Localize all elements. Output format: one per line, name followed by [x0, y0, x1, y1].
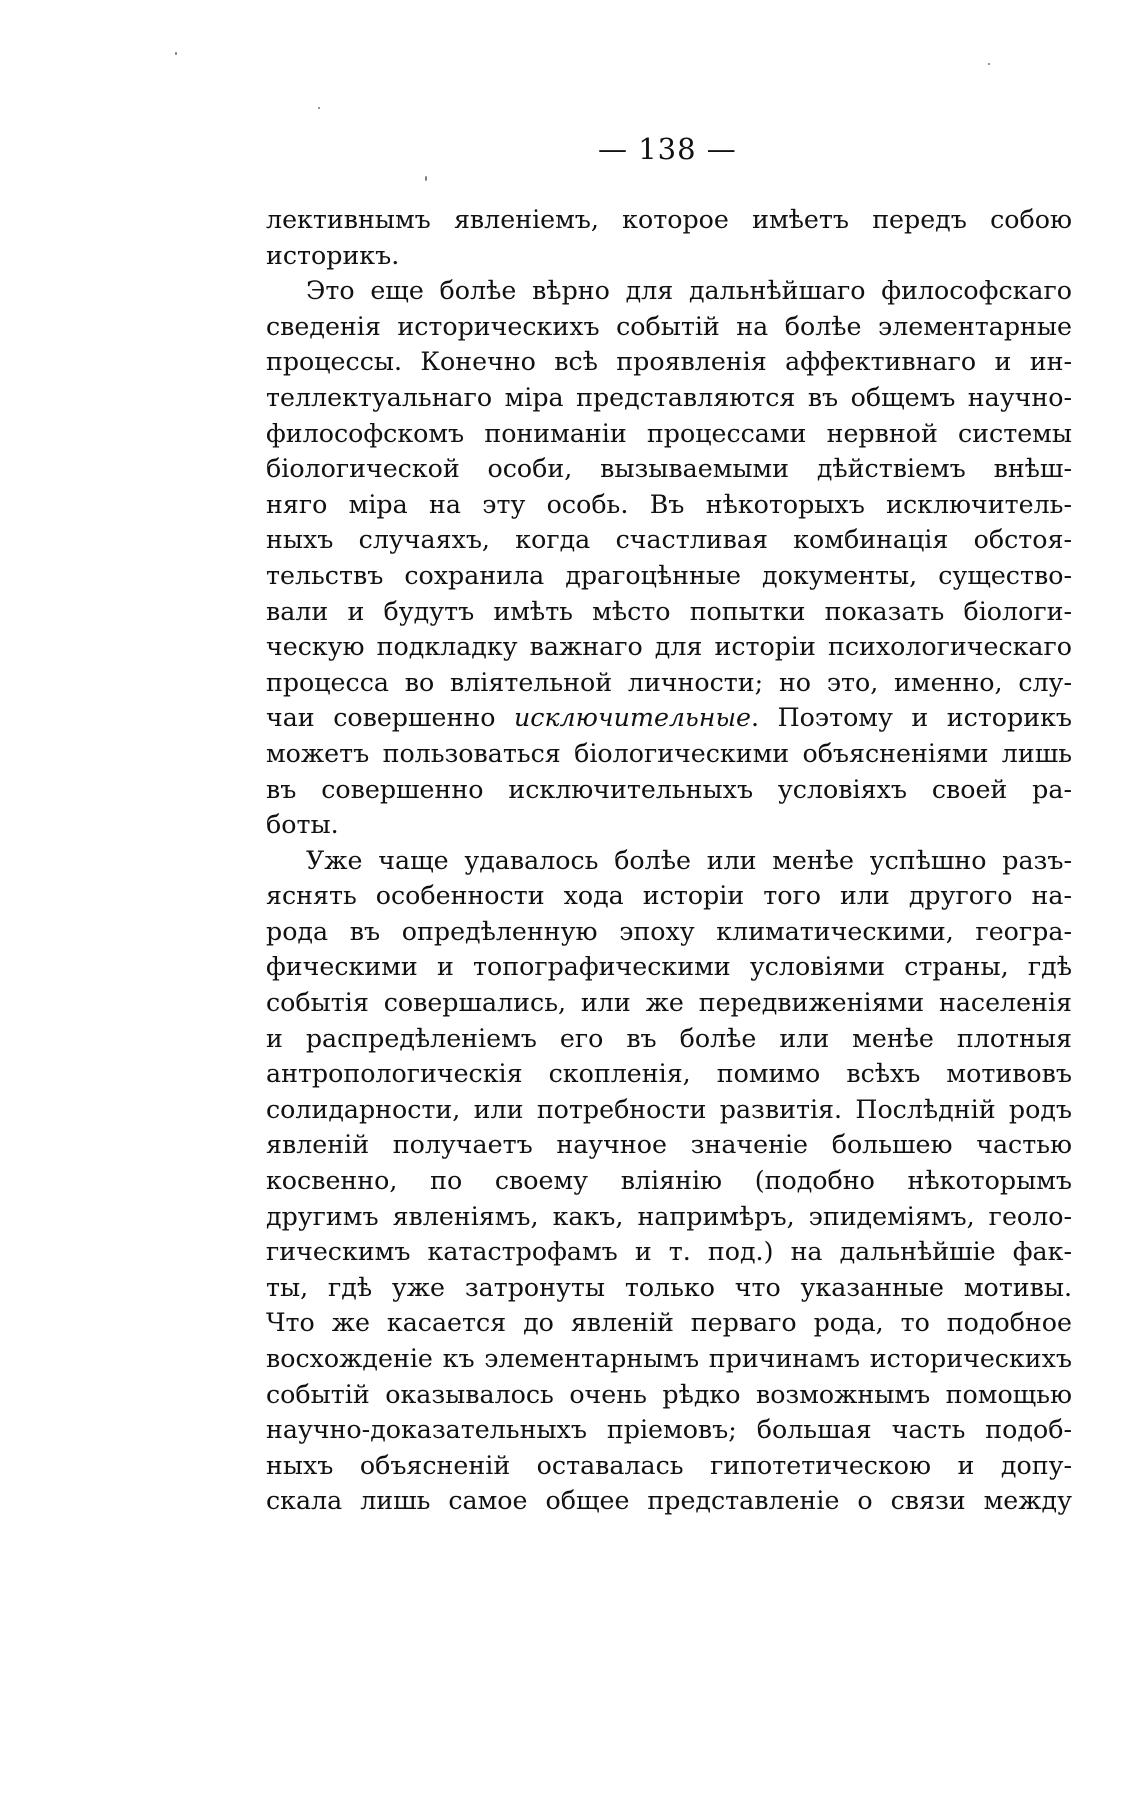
text-line: процессы. Конечно всѣ проявленія аффективнаго и ин-	[266, 347, 1072, 377]
text-line: ныхъ объясненій оставалась гипотетическою и допу-	[266, 1450, 1072, 1480]
page-number: — 138 —	[598, 132, 737, 166]
text-line: научно-доказательныхъ пріемовъ; большая часть подоб-	[266, 1415, 1072, 1445]
scan-speck	[425, 176, 427, 181]
body-text	[266, 202, 1072, 1519]
text-line: біологической особи, вызываемыми дѣйствіемъ внѣш-	[266, 454, 1072, 484]
text-line: процесса во вліятельной личности; но это, именно, слу-	[266, 667, 1072, 697]
text-line: скала лишь самое общее представленіе о связи между	[266, 1486, 1072, 1516]
text-fragment: чаи совершенно	[266, 703, 514, 733]
text-line: въ совершенно исключительныхъ условіяхъ своей ра-	[266, 774, 1072, 804]
text-line: солидарности, или потребности развитія. Послѣдній родъ	[266, 1094, 1072, 1124]
text-line-with-emphasis	[266, 700, 1072, 736]
text-line: фическими и топографическими условіями страны, гдѣ	[266, 952, 1072, 982]
text-line: сведенія историческихъ событій на болѣе элементарные	[266, 311, 1072, 341]
text-line: антропологическія скопленія, помимо всѣхъ мотивовъ	[266, 1059, 1072, 1089]
scan-speck	[988, 63, 990, 65]
text-line: и распредѣленіемъ его въ болѣе или менѣе плотныя	[266, 1023, 1072, 1053]
text-line: яснять особенности хода исторіи того или другого на-	[266, 881, 1072, 911]
text-line: тельствъ сохранила драгоцѣнные документы, существо-	[266, 560, 1072, 590]
text-line: боты.	[266, 810, 339, 840]
text-line: рода въ опредѣленную эпоху климатическими, геогра-	[266, 916, 1072, 946]
emphasized-word: исключительные	[513, 703, 752, 733]
text-line: ныхъ случаяхъ, когда счастливая комбинація обстоя-	[266, 525, 1072, 555]
text-line: косвенно, по своему вліянію (подобно нѣкоторымъ	[266, 1166, 1072, 1196]
text-line: вали и будутъ имѣть мѣсто попытки показать біологи-	[266, 596, 1072, 626]
text-line: лективнымъ явленіемъ, которое имѣетъ передъ собою	[266, 205, 1072, 234]
text-line: теллектуальнаго міра представляются въ общемъ научно-	[266, 382, 1072, 412]
text-line: другимъ явленіямъ, какъ, напримѣръ, эпидеміямъ, геоло-	[266, 1201, 1072, 1231]
scan-speck	[318, 107, 320, 109]
text-line: Что же касается до явленій перваго рода, то подобное	[266, 1308, 1072, 1338]
text-line: явленій получаетъ научное значеніе большею частью	[266, 1130, 1072, 1160]
text-line: ческую подкладку важнаго для исторіи психологическаго	[266, 632, 1072, 662]
paragraph-start-line: Это еще болѣе вѣрно для дальнѣйшаго философскаго	[306, 276, 1072, 306]
text-line: можетъ пользоваться біологическими объясненіями лишь	[266, 738, 1072, 768]
text-line: философскомъ пониманіи процессами нервной системы	[266, 418, 1072, 448]
text-line: событія совершались, или же передвиженіями населенія	[266, 988, 1072, 1018]
text-line: восхожденіе къ элементарнымъ причинамъ историческихъ	[266, 1344, 1072, 1373]
text-line: гическимъ катастрофамъ и т. под.) на дальнѣйшіе фак-	[266, 1237, 1072, 1267]
text-fragment: . Поэтому и историкъ	[751, 703, 1073, 733]
paragraph-start-line: Уже чаще удавалось болѣе или менѣе успѣшно разъ-	[306, 845, 1072, 875]
text-line: событій оказывалось очень рѣдко возможнымъ помощью	[266, 1379, 1072, 1409]
text-line: няго міра на эту особь. Въ нѣкоторыхъ исключитель-	[266, 489, 1072, 519]
text-line: историкъ.	[266, 240, 400, 270]
text-line: ты, гдѣ уже затронуты только что указанные мотивы.	[266, 1272, 1072, 1302]
scan-speck	[175, 52, 177, 55]
